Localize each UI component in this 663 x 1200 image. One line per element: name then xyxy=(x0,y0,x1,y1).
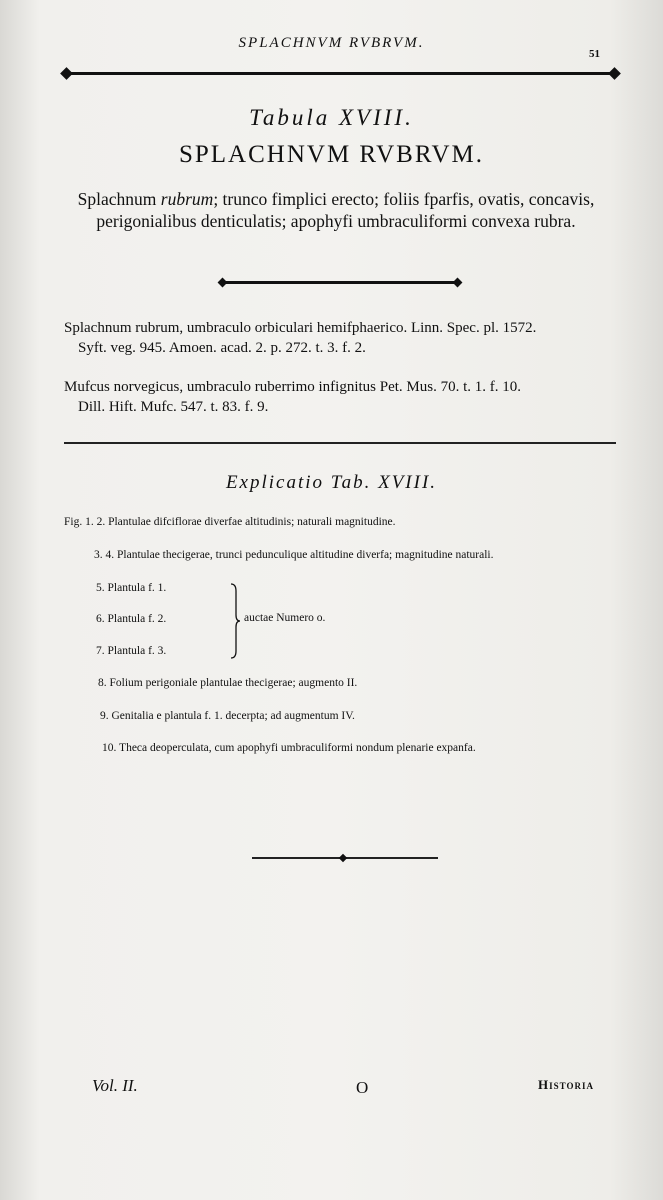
diagnosis-genus: Splachnum xyxy=(77,189,157,209)
figure-entry: 10. Theca deoperculata, cum apophyfi umbraculiformi nondum plenarie expanfa. xyxy=(102,742,476,754)
synonym-line: Syft. veg. 945. Amoen. acad. 2. p. 272. t. 3. f. 2. xyxy=(78,340,366,356)
brace-label: auctae Numero o. xyxy=(244,612,326,624)
figure-entry: Fig. 1. 2. Plantulae difciflorae diverfae altitudinis; naturali magnitudine. xyxy=(64,516,396,528)
curly-brace-icon xyxy=(230,583,240,659)
synonym-entry xyxy=(64,318,620,358)
page-number: 51 xyxy=(589,48,600,60)
section-rule xyxy=(64,442,616,444)
volume-label: Vol. II. xyxy=(92,1076,138,1095)
ornamental-rule xyxy=(222,281,458,284)
figure-entry: 6. Plantula f. 2. xyxy=(96,613,167,625)
figure-entry: 7. Plantula f. 3. xyxy=(96,645,167,657)
running-title: SPLACHNVM RVBRVM. xyxy=(238,35,425,51)
figure-entry: 9. Genitalia e plantula f. 1. decerpta; ad augmentum IV. xyxy=(100,710,355,722)
explicatio-heading: Explicatio Tab. XVIII. xyxy=(225,472,438,493)
figure-entry: 8. Folium perigoniale plantulae thecigerae; augmento II. xyxy=(98,677,358,689)
figure-entry: 5. Plantula f. 1. xyxy=(96,582,167,594)
plate-number: Tabula XVIII. xyxy=(249,105,414,130)
figure-entry: 3. 4. Plantulae thecigerae, trunci pedunculique altitudine diverfa; magnitudine naturali. xyxy=(94,549,494,561)
top-rule xyxy=(66,72,615,75)
signature-mark: O xyxy=(356,1078,369,1097)
diagnosis-species: rubrum xyxy=(160,189,214,209)
diagnosis-text: ; trunco fimplici erecto; foliis fparfis, ovatis, concavis, perigonialibus denticulatis; apophyfi umbraculiformi convexa rubra. xyxy=(96,189,595,231)
plate-title: SPLACHNVM RVBRVM. xyxy=(178,141,485,168)
synonym-line: Splachnum rubrum, umbraculo orbiculari hemifphaerico. Linn. Spec. pl. 1572. xyxy=(64,320,537,336)
synonym-entry xyxy=(64,377,620,417)
synonym-line: Dill. Hift. Mufc. 547. t. 83. f. 9. xyxy=(78,399,269,415)
catchword: Historia xyxy=(538,1077,594,1092)
species-diagnosis xyxy=(56,188,616,232)
synonym-line: Mufcus norvegicus, umbraculo ruberrimo infignitus Pet. Mus. 70. t. 1. f. 10. xyxy=(64,379,522,395)
closing-ornament xyxy=(252,857,438,859)
